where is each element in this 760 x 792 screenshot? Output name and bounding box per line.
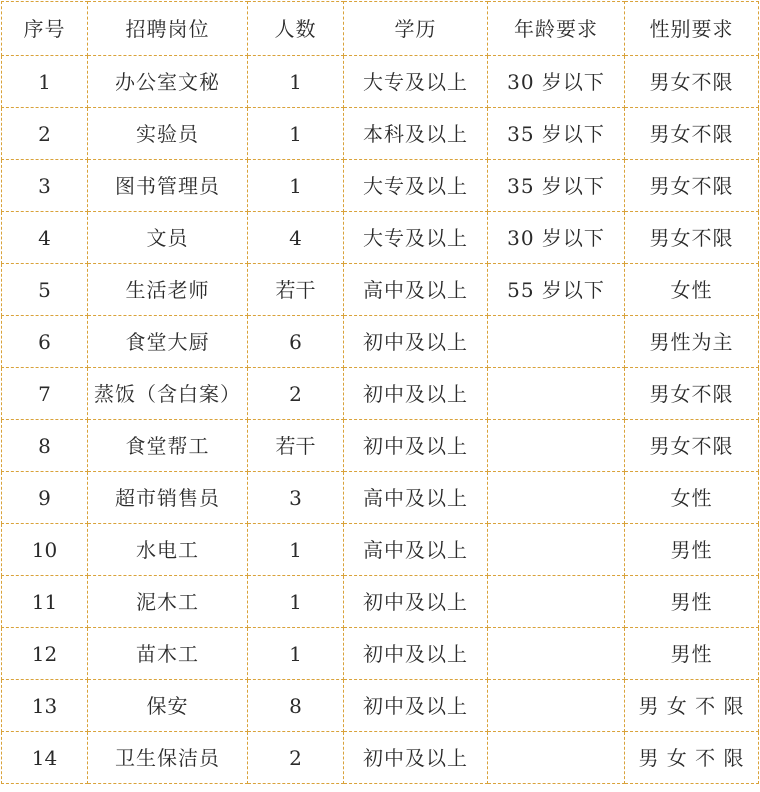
cell-gender: 男女不限 — [625, 212, 759, 264]
cell-position: 超市销售员 — [88, 472, 248, 524]
header-cell-headcount: 人数 — [248, 2, 344, 56]
cell-position: 卫生保洁员 — [88, 732, 248, 784]
recruitment-table — [1, 1, 759, 784]
table-row — [2, 264, 759, 316]
header-cell-gender: 性别要求 — [625, 2, 759, 56]
cell-index: 14 — [2, 732, 88, 784]
table-row — [2, 316, 759, 368]
cell-headcount: 8 — [248, 680, 344, 732]
cell-education: 高中及以上 — [344, 264, 488, 316]
header-cell-age: 年龄要求 — [488, 2, 625, 56]
cell-position: 保安 — [88, 680, 248, 732]
header-cell-position: 招聘岗位 — [88, 2, 248, 56]
table-row — [2, 524, 759, 576]
cell-index: 13 — [2, 680, 88, 732]
table-body — [2, 2, 759, 784]
cell-age — [488, 368, 625, 420]
cell-education: 高中及以上 — [344, 472, 488, 524]
cell-index: 4 — [2, 212, 88, 264]
cell-position: 实验员 — [88, 108, 248, 160]
cell-age: 35 岁以下 — [488, 108, 625, 160]
table-header-row — [2, 2, 759, 56]
table-row — [2, 472, 759, 524]
cell-index: 1 — [2, 56, 88, 108]
cell-headcount: 1 — [248, 628, 344, 680]
cell-education: 初中及以上 — [344, 576, 488, 628]
cell-index: 8 — [2, 420, 88, 472]
table-row — [2, 108, 759, 160]
cell-gender: 男女不限 — [625, 368, 759, 420]
cell-position: 文员 — [88, 212, 248, 264]
cell-headcount: 1 — [248, 160, 344, 212]
cell-position: 食堂帮工 — [88, 420, 248, 472]
cell-headcount: 6 — [248, 316, 344, 368]
cell-index: 7 — [2, 368, 88, 420]
cell-gender: 女性 — [625, 264, 759, 316]
cell-age — [488, 472, 625, 524]
cell-position: 食堂大厨 — [88, 316, 248, 368]
cell-age: 30 岁以下 — [488, 212, 625, 264]
table-row — [2, 212, 759, 264]
table-row — [2, 160, 759, 212]
cell-gender: 男性 — [625, 524, 759, 576]
cell-age — [488, 420, 625, 472]
cell-position: 苗木工 — [88, 628, 248, 680]
table-row — [2, 420, 759, 472]
cell-education: 本科及以上 — [344, 108, 488, 160]
table-row — [2, 368, 759, 420]
cell-index: 5 — [2, 264, 88, 316]
cell-age — [488, 680, 625, 732]
cell-age — [488, 628, 625, 680]
cell-education: 大专及以上 — [344, 160, 488, 212]
cell-education: 大专及以上 — [344, 212, 488, 264]
cell-age — [488, 576, 625, 628]
cell-headcount: 3 — [248, 472, 344, 524]
cell-headcount: 2 — [248, 732, 344, 784]
cell-gender: 男女不限 — [625, 56, 759, 108]
header-cell-education: 学历 — [344, 2, 488, 56]
cell-age: 55 岁以下 — [488, 264, 625, 316]
cell-education: 初中及以上 — [344, 732, 488, 784]
cell-education: 初中及以上 — [344, 368, 488, 420]
table-row — [2, 56, 759, 108]
cell-headcount: 4 — [248, 212, 344, 264]
cell-age — [488, 316, 625, 368]
table-row — [2, 732, 759, 784]
cell-age — [488, 732, 625, 784]
cell-position: 蒸饭（含白案） — [88, 368, 248, 420]
cell-gender: 男性为主 — [625, 316, 759, 368]
cell-age — [488, 524, 625, 576]
cell-index: 12 — [2, 628, 88, 680]
cell-gender: 男性 — [625, 628, 759, 680]
cell-position: 水电工 — [88, 524, 248, 576]
cell-position: 泥木工 — [88, 576, 248, 628]
cell-education: 初中及以上 — [344, 316, 488, 368]
cell-index: 10 — [2, 524, 88, 576]
cell-headcount: 若干 — [248, 420, 344, 472]
cell-education: 大专及以上 — [344, 56, 488, 108]
table-row — [2, 576, 759, 628]
cell-gender: 男性 — [625, 576, 759, 628]
cell-headcount: 1 — [248, 108, 344, 160]
cell-position: 生活老师 — [88, 264, 248, 316]
cell-education: 高中及以上 — [344, 524, 488, 576]
cell-headcount: 2 — [248, 368, 344, 420]
cell-index: 3 — [2, 160, 88, 212]
cell-index: 6 — [2, 316, 88, 368]
cell-index: 11 — [2, 576, 88, 628]
cell-education: 初中及以上 — [344, 420, 488, 472]
cell-age: 30 岁以下 — [488, 56, 625, 108]
cell-index: 2 — [2, 108, 88, 160]
cell-gender: 男女不限 — [625, 108, 759, 160]
cell-position: 图书管理员 — [88, 160, 248, 212]
cell-age: 35 岁以下 — [488, 160, 625, 212]
cell-position: 办公室文秘 — [88, 56, 248, 108]
cell-gender: 男女不限 — [625, 420, 759, 472]
cell-education: 初中及以上 — [344, 628, 488, 680]
cell-education: 初中及以上 — [344, 680, 488, 732]
cell-gender: 男女不限 — [625, 160, 759, 212]
cell-gender: 男 女 不 限 — [625, 680, 759, 732]
cell-headcount: 1 — [248, 576, 344, 628]
cell-headcount: 若干 — [248, 264, 344, 316]
header-cell-index: 序号 — [2, 2, 88, 56]
table-row — [2, 680, 759, 732]
cell-index: 9 — [2, 472, 88, 524]
cell-gender: 男 女 不 限 — [625, 732, 759, 784]
cell-headcount: 1 — [248, 56, 344, 108]
table-row — [2, 628, 759, 680]
cell-gender: 女性 — [625, 472, 759, 524]
cell-headcount: 1 — [248, 524, 344, 576]
